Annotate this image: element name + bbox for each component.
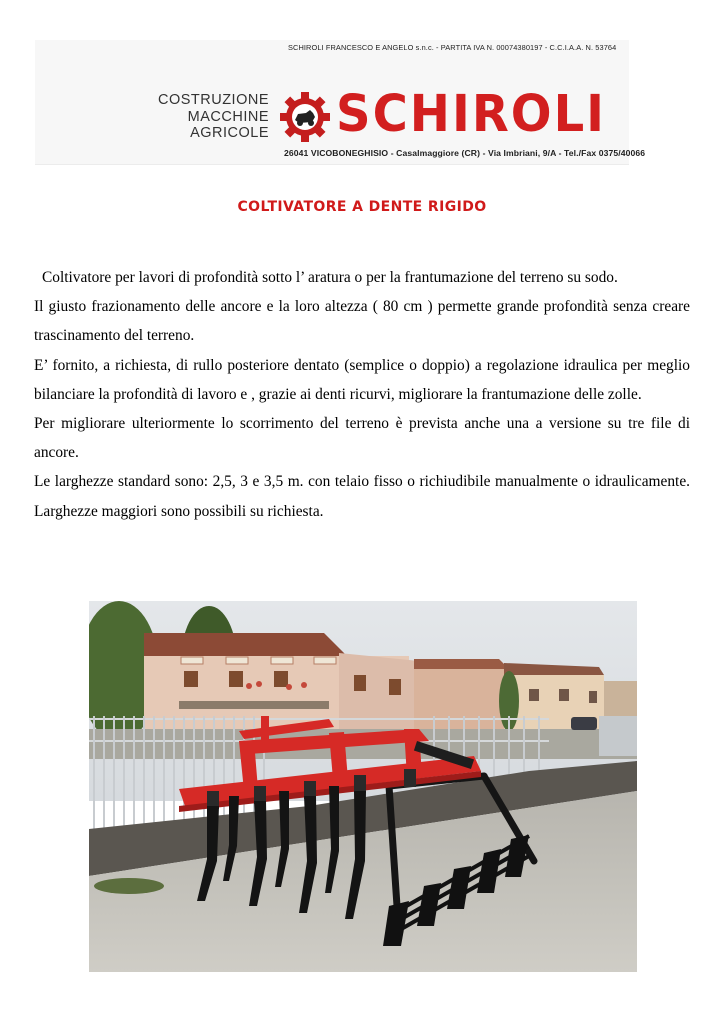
tagline-line: COSTRUZIONE (157, 92, 269, 108)
paragraph: Le larghezze standard sono: 2,5, 3 e 3,5 m. con telaio fisso o richiudibile manualmente o idraulicamente. Larghezze maggiori sono possibili su richiesta. (34, 473, 690, 520)
gear-logo-icon (280, 92, 330, 142)
cultivator-photo-illustration (89, 601, 637, 972)
document-title: COLTIVATORE A DENTE RIGIDO (237, 199, 487, 215)
description-text (34, 263, 690, 526)
paragraph: Per migliorare ulteriormente lo scorrimento del terreno è prevista anche una a versione su tre file di ancore. (34, 415, 690, 462)
company-address: 26041 VICOBONEGHISIO - Casalmaggiore (CR) - Via Imbriani, 9/A - Tel./Fax 0375/40066 (284, 148, 646, 158)
company-tagline (149, 92, 269, 142)
tagline-line: AGRICOLE (190, 125, 269, 141)
paragraph: E’ fornito, a richiesta, di rullo posteriore dentato (semplice o doppio) a regolazione idraulica per meglio bilanciare la profondità di lavoro e , grazie ai denti ricurvi, migliorare la frantumazione delle zolle. (34, 356, 690, 403)
paragraph: Coltivatore per lavori di profondità sotto l’ aratura o per la frantumazione del terreno su sodo. (42, 269, 618, 286)
product-photo (89, 601, 637, 972)
brand-name: SCHIROLI (336, 85, 607, 144)
letterhead (35, 40, 646, 165)
company-registration: SCHIROLI FRANCESCO E ANGELO s.n.c. - PARTITA IVA N. 00074380197 - C.C.I.A.A. N. 53764 (288, 43, 617, 52)
paragraph: Il giusto frazionamento delle ancore e la loro altezza ( 80 cm ) permette grande profondità senza creare trascinamento del terreno. (34, 298, 690, 345)
tagline-line: MACCHINE (187, 108, 269, 125)
